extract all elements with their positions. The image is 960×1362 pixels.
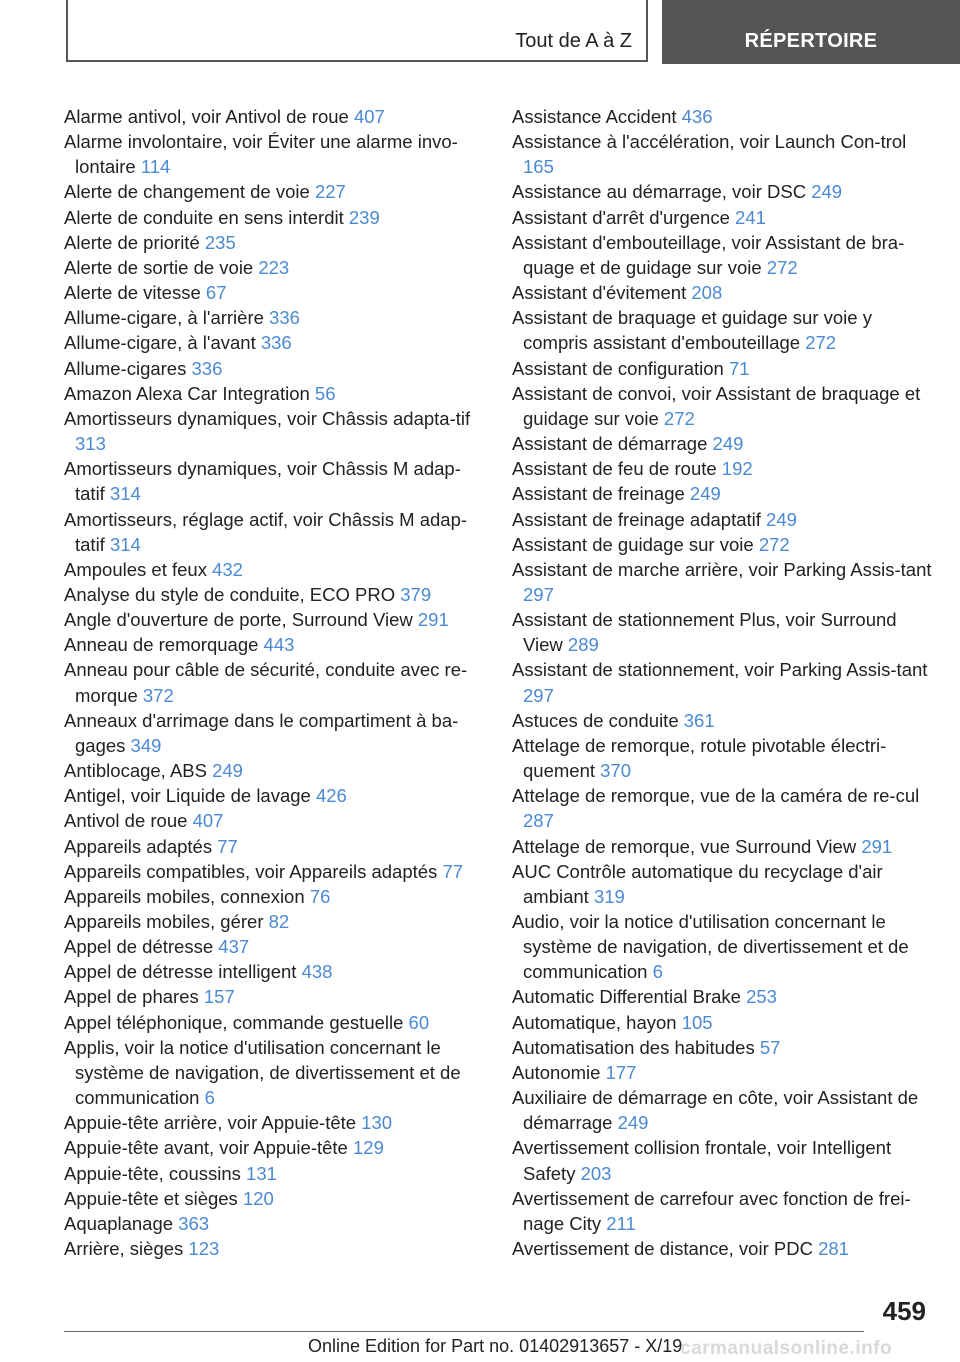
index-entry bbox=[64, 179, 484, 204]
index-entry bbox=[64, 129, 484, 179]
page-link[interactable]: 157 bbox=[203, 986, 235, 1008]
index-entry bbox=[512, 657, 937, 707]
index-term: Automatique, hayon bbox=[512, 1011, 677, 1033]
index-term: Antivol de roue bbox=[64, 810, 188, 832]
page-link[interactable]: 287 bbox=[523, 810, 554, 832]
section-title: Tout de A à Z bbox=[515, 30, 632, 52]
page-link[interactable]: 249 bbox=[689, 483, 721, 505]
page-link[interactable]: 363 bbox=[178, 1212, 210, 1234]
index-column-left bbox=[64, 104, 484, 1261]
index-term: Amazon Alexa Car Integration bbox=[64, 382, 310, 404]
index-term: Assistant de configuration bbox=[512, 357, 724, 379]
index-term: Appel de détresse intelligent bbox=[64, 961, 297, 983]
index-term: Appareils adaptés bbox=[64, 835, 213, 857]
index-entry bbox=[512, 305, 937, 355]
page-link[interactable]: 6 bbox=[204, 1087, 215, 1109]
index-term: Assistant d'évitement bbox=[512, 282, 687, 304]
index-entry bbox=[512, 1085, 937, 1135]
index-entry bbox=[64, 305, 484, 330]
index-term: Alerte de sortie de voie bbox=[64, 256, 254, 278]
index-term: Avertissement de carrefour avec fonction de frei-nage City bbox=[512, 1187, 911, 1234]
page-link[interactable]: 272 bbox=[805, 332, 837, 354]
index-column-right bbox=[512, 104, 937, 1261]
index-entry bbox=[64, 1186, 484, 1211]
page-link[interactable]: 438 bbox=[301, 961, 333, 983]
index-term: Attelage de remorque, vue Surround View bbox=[512, 835, 857, 857]
page-link[interactable]: 203 bbox=[580, 1162, 612, 1184]
index-term: Assistant d'arrêt d'urgence bbox=[512, 206, 730, 228]
page-link[interactable]: 177 bbox=[605, 1061, 637, 1083]
index-term: Assistant de stationnement, voir Parking Assis-tant bbox=[512, 659, 928, 681]
page-link[interactable]: 314 bbox=[109, 533, 141, 555]
page-link[interactable]: 272 bbox=[663, 407, 695, 429]
page-link[interactable]: 105 bbox=[681, 1011, 713, 1033]
page-link[interactable]: 272 bbox=[766, 256, 798, 278]
index-term: Alerte de priorité bbox=[64, 231, 200, 253]
index-entry bbox=[512, 1010, 937, 1035]
index-term: Assistance à l'accélération, voir Launch Con-trol bbox=[512, 131, 907, 153]
index-term: Appel téléphonique, commande gestuelle bbox=[64, 1011, 404, 1033]
page-link[interactable]: 120 bbox=[242, 1187, 274, 1209]
index-term: Amortisseurs, réglage actif, voir Châssis M adap-tatif bbox=[64, 508, 468, 555]
index-term: Appareils mobiles, gérer bbox=[64, 911, 264, 932]
page-link[interactable]: 67 bbox=[205, 282, 227, 304]
index-term: Appareils mobiles, connexion bbox=[64, 885, 305, 907]
index-entry bbox=[512, 783, 937, 833]
index-term: Assistant d'embouteillage, voir Assistant de bra-quage et de guidage sur voie bbox=[512, 231, 905, 278]
page-link[interactable]: 211 bbox=[606, 1212, 636, 1234]
index-term: Autonomie bbox=[512, 1061, 601, 1083]
page-link[interactable]: 114 bbox=[140, 156, 171, 178]
index-entry bbox=[512, 708, 937, 733]
index-term: Assistant de feu de route bbox=[512, 458, 717, 480]
chapter-tab bbox=[662, 0, 960, 64]
index-term: Audio, voir la notice d'utilisation concernant le système de navigation, de divertissement et de communication bbox=[512, 911, 909, 983]
index-entry bbox=[64, 984, 484, 1009]
page-link[interactable]: 432 bbox=[212, 558, 243, 580]
page-link[interactable]: 239 bbox=[348, 206, 380, 228]
index-entry bbox=[64, 808, 484, 833]
index-term: Assistant de freinage bbox=[512, 483, 685, 505]
page-link[interactable]: 130 bbox=[361, 1112, 393, 1134]
index-entry bbox=[512, 607, 937, 657]
page-link[interactable]: 249 bbox=[766, 508, 797, 530]
page-link[interactable]: 336 bbox=[191, 357, 223, 379]
index-term: Alarme involontaire, voir Éviter une alarme invo-lontaire bbox=[64, 131, 458, 178]
index-entry bbox=[512, 859, 937, 909]
page-link[interactable]: 241 bbox=[735, 206, 766, 228]
index-entry bbox=[512, 1186, 937, 1236]
index-entry bbox=[512, 834, 937, 859]
chapter-title: RÉPERTOIRE bbox=[744, 30, 878, 52]
index-entry bbox=[512, 1236, 937, 1261]
index-entry bbox=[64, 1161, 484, 1186]
index-entry bbox=[64, 884, 484, 909]
index-term: Assistant de démarrage bbox=[512, 433, 708, 455]
index-entry bbox=[64, 557, 484, 582]
index-term: AUC Contrôle automatique du recyclage d'air ambiant bbox=[512, 860, 883, 907]
index-term: Anneau pour câble de sécurité, conduite avec re-morque bbox=[64, 659, 468, 706]
page-link[interactable]: 361 bbox=[683, 709, 715, 731]
index-entry bbox=[512, 733, 937, 783]
footer-edition: Online Edition for Part no. 01402913657 - X/19 bbox=[308, 1336, 683, 1356]
page-link[interactable]: 272 bbox=[758, 533, 790, 555]
index-term: Antigel, voir Liquide de lavage bbox=[64, 785, 311, 807]
index-entry bbox=[64, 859, 484, 884]
index-entry bbox=[64, 783, 484, 808]
index-term: Assistant de convoi, voir Assistant de braquage et guidage sur voie bbox=[512, 382, 921, 429]
page-link[interactable]: 291 bbox=[861, 835, 893, 857]
index-entry bbox=[64, 1211, 484, 1236]
index-term: Attelage de remorque, rotule pivotable électri-quement bbox=[512, 734, 887, 782]
index-term: Appuie-tête et sièges bbox=[64, 1187, 238, 1209]
page-link[interactable]: 131 bbox=[246, 1162, 277, 1184]
page-link[interactable]: 437 bbox=[218, 936, 250, 958]
page-link[interactable]: 349 bbox=[130, 734, 162, 756]
index-term: Amortisseurs dynamiques, voir Châssis adapta-tif bbox=[64, 407, 471, 429]
page-link[interactable]: 57 bbox=[759, 1036, 781, 1058]
page-link[interactable]: 407 bbox=[192, 810, 224, 832]
index-entry bbox=[64, 1236, 484, 1261]
page-link[interactable]: 336 bbox=[260, 332, 292, 354]
page-link[interactable]: 165 bbox=[523, 156, 554, 178]
page-link[interactable]: 227 bbox=[314, 181, 346, 203]
index-entry bbox=[64, 632, 484, 657]
page-link[interactable]: 192 bbox=[721, 458, 753, 480]
page-link[interactable]: 336 bbox=[269, 307, 300, 329]
page-link[interactable]: 56 bbox=[314, 382, 336, 404]
index-term: Aquaplanage bbox=[64, 1212, 174, 1234]
index-entry bbox=[64, 1110, 484, 1135]
index-term: Appuie-tête avant, voir Appuie-tête bbox=[64, 1137, 348, 1159]
index-term: Anneau de remorquage bbox=[64, 634, 259, 656]
index-term: Appuie-tête, coussins bbox=[64, 1162, 241, 1184]
page-link[interactable]: 297 bbox=[523, 684, 554, 706]
page-link[interactable]: 249 bbox=[811, 181, 843, 203]
index-term: Assistance au démarrage, voir DSC bbox=[512, 181, 807, 203]
index-entry bbox=[512, 532, 937, 557]
index-entry bbox=[64, 959, 484, 984]
index-entry bbox=[64, 1035, 484, 1110]
index-entry bbox=[512, 507, 937, 532]
index-entry bbox=[512, 104, 937, 129]
page-link[interactable]: 314 bbox=[109, 483, 141, 505]
page-link[interactable]: 289 bbox=[567, 634, 599, 656]
index-entry bbox=[64, 607, 484, 632]
index-term: Alerte de conduite en sens interdit bbox=[64, 206, 344, 228]
index-entry bbox=[512, 179, 937, 204]
index-term: Appel de détresse bbox=[64, 936, 214, 958]
index-entry bbox=[512, 129, 937, 179]
index-term: Assistant de marche arrière, voir Parking Assis-tant bbox=[512, 558, 932, 580]
index-entry bbox=[512, 381, 937, 431]
index-term: Analyse du style de conduite, ECO PRO bbox=[64, 583, 396, 605]
index-term: Arrière, sièges bbox=[64, 1238, 184, 1260]
index-entry bbox=[512, 431, 937, 456]
index-entry bbox=[64, 507, 484, 557]
index-term: Applis, voir la notice d'utilisation concernant le système de navigation, de divertissement et de communication bbox=[64, 1036, 461, 1109]
index-term: Allume-cigare, à l'arrière bbox=[64, 307, 264, 329]
page-link[interactable]: 208 bbox=[691, 282, 723, 304]
page-link[interactable]: 129 bbox=[353, 1137, 384, 1159]
index-entry bbox=[512, 557, 937, 607]
index-term: Alerte de changement de voie bbox=[64, 181, 310, 203]
page-link[interactable]: 319 bbox=[593, 885, 625, 907]
watermark: carmanualsonline.info bbox=[680, 1338, 893, 1359]
index-entry bbox=[512, 909, 937, 984]
index-term: Astuces de conduite bbox=[512, 709, 679, 731]
page-link[interactable]: 281 bbox=[818, 1238, 849, 1260]
index-entry bbox=[64, 582, 484, 607]
page-link[interactable]: 372 bbox=[142, 684, 174, 706]
index-term: Amortisseurs dynamiques, voir Châssis M adap-tatif bbox=[64, 458, 461, 505]
index-entry bbox=[64, 381, 484, 406]
page-link[interactable]: 426 bbox=[315, 785, 347, 807]
index-term: Appuie-tête arrière, voir Appuie-tête bbox=[64, 1112, 357, 1134]
index-entry bbox=[64, 909, 484, 934]
index-entry bbox=[64, 758, 484, 783]
index-entry bbox=[64, 330, 484, 355]
page-link[interactable]: 370 bbox=[600, 760, 632, 782]
index-entry bbox=[512, 1135, 937, 1185]
page-link[interactable]: 6 bbox=[652, 961, 663, 983]
index-entry bbox=[64, 934, 484, 959]
index-term: Allume-cigare, à l'avant bbox=[64, 332, 256, 354]
page-link[interactable]: 82 bbox=[268, 911, 290, 932]
index-term: Assistance Accident bbox=[512, 106, 677, 127]
index-term: Assistant de guidage sur voie bbox=[512, 533, 754, 555]
page-link[interactable]: 223 bbox=[258, 256, 290, 278]
page-link[interactable]: 235 bbox=[204, 231, 236, 253]
index-entry bbox=[512, 1035, 937, 1060]
index-term: Angle d'ouverture de porte, Surround View bbox=[64, 609, 413, 631]
index-term: Antiblocage, ABS bbox=[64, 760, 207, 782]
index-term: Alarme antivol, voir Antivol de roue bbox=[64, 106, 349, 127]
page-link[interactable]: 379 bbox=[400, 583, 432, 605]
index-term: Appel de phares bbox=[64, 986, 199, 1008]
index-term: Assistant de braquage et guidage sur voie y compris assistant d'embouteillage bbox=[512, 307, 872, 354]
page-number: 459 bbox=[882, 1296, 926, 1326]
page-link[interactable]: 291 bbox=[417, 609, 449, 631]
index-entry bbox=[512, 205, 937, 230]
index-term: Assistant de freinage adaptatif bbox=[512, 508, 761, 530]
page-link[interactable]: 76 bbox=[309, 885, 331, 907]
index-entry bbox=[512, 1060, 937, 1085]
page-link[interactable]: 249 bbox=[712, 433, 744, 455]
section-tab bbox=[66, 0, 648, 62]
index-entry bbox=[64, 406, 484, 456]
index-entry bbox=[512, 356, 937, 381]
index-entry bbox=[64, 104, 484, 129]
index-term: Anneaux d'arrimage dans le compartiment à ba-gages bbox=[64, 709, 459, 756]
page-link[interactable]: 249 bbox=[212, 760, 243, 782]
index-term: Allume-cigares bbox=[64, 357, 187, 379]
index-term: Automatic Differential Brake bbox=[512, 986, 741, 1008]
index-entry bbox=[64, 834, 484, 859]
index-entry bbox=[64, 1135, 484, 1160]
index-entry bbox=[512, 456, 937, 481]
index-entry bbox=[512, 481, 937, 506]
page-link[interactable]: 77 bbox=[217, 835, 238, 857]
index-term: Alerte de vitesse bbox=[64, 282, 201, 304]
index-entry bbox=[512, 230, 937, 280]
page-link[interactable]: 249 bbox=[617, 1112, 649, 1134]
index-entry bbox=[512, 984, 937, 1009]
page-link[interactable]: 407 bbox=[353, 106, 385, 127]
page-link[interactable]: 253 bbox=[746, 986, 777, 1008]
page-link[interactable]: 123 bbox=[188, 1238, 220, 1260]
page-link[interactable]: 60 bbox=[408, 1011, 430, 1033]
index-term: Avertissement de distance, voir PDC bbox=[512, 1238, 813, 1260]
index-term: Attelage de remorque, vue de la caméra de re-cul bbox=[512, 785, 920, 807]
page-link[interactable]: 313 bbox=[75, 433, 106, 455]
index-term: Appareils compatibles, voir Appareils adaptés bbox=[64, 860, 438, 882]
index-entry bbox=[64, 657, 484, 707]
index-term: Assistant de stationnement Plus, voir Surround View bbox=[512, 609, 897, 656]
footer-divider bbox=[64, 1331, 864, 1332]
index-entry bbox=[64, 708, 484, 758]
index-entry bbox=[64, 356, 484, 381]
index-entry bbox=[64, 255, 484, 280]
page-link[interactable]: 297 bbox=[523, 583, 554, 605]
index-term: Avertissement collision frontale, voir Intelligent Safety bbox=[512, 1137, 892, 1184]
page-link[interactable]: 443 bbox=[263, 634, 295, 656]
page-link[interactable]: 436 bbox=[681, 106, 713, 127]
index-term: Ampoules et feux bbox=[64, 558, 207, 580]
index-term: Automatisation des habitudes bbox=[512, 1036, 755, 1058]
index-term: Auxiliaire de démarrage en côte, voir Assistant de démarrage bbox=[512, 1087, 919, 1134]
index-entry bbox=[64, 456, 484, 506]
page-link[interactable]: 77 bbox=[442, 860, 464, 882]
index-entry bbox=[64, 1010, 484, 1035]
index-entry bbox=[64, 230, 484, 255]
page-link[interactable]: 71 bbox=[729, 357, 750, 379]
page-header bbox=[0, 0, 960, 66]
index-entry bbox=[512, 280, 937, 305]
index-entry bbox=[64, 205, 484, 230]
index-entry bbox=[64, 280, 484, 305]
